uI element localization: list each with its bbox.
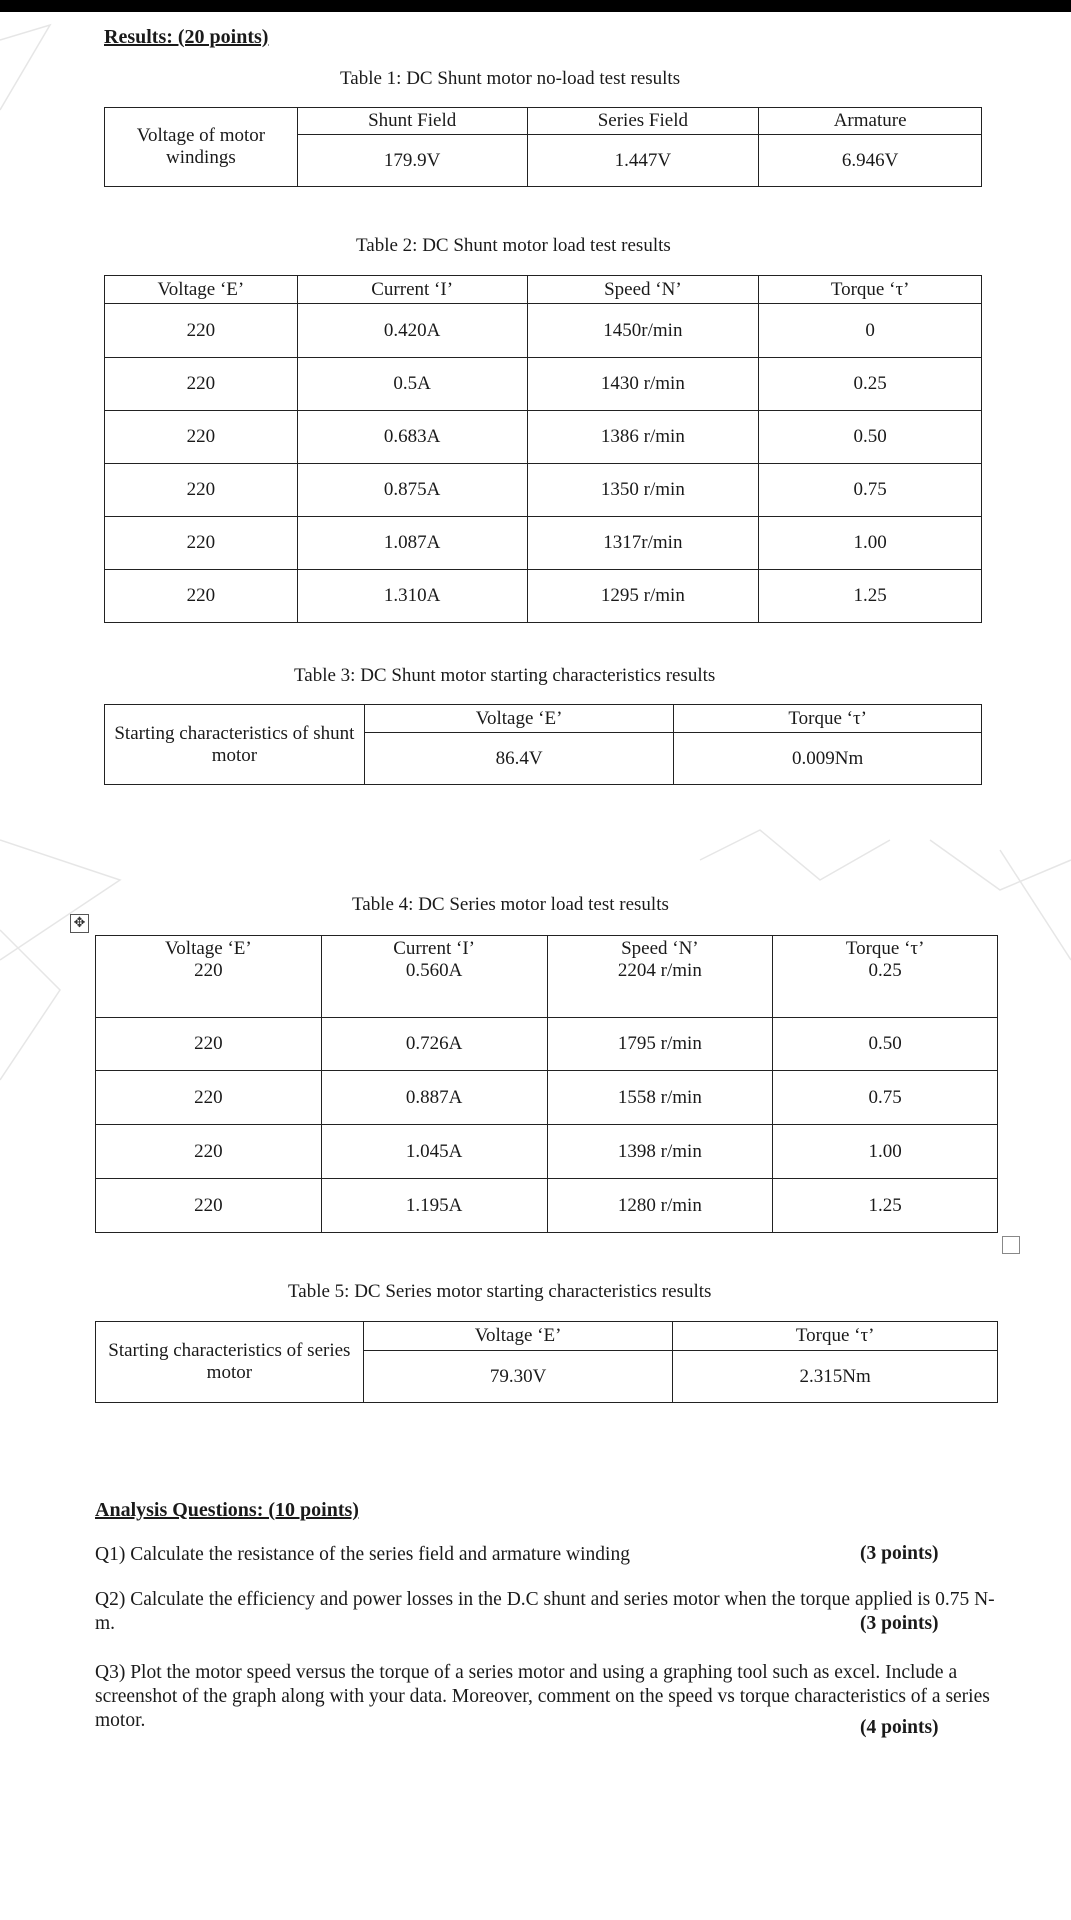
- table3-row-label: Starting characteristics of shunt motor: [105, 705, 365, 785]
- table4-header-cell: Torque ‘τ’: [845, 938, 925, 959]
- table-row: [105, 517, 982, 570]
- table-cell: 1317r/min: [527, 517, 759, 570]
- table-cell: 0.875A: [297, 464, 527, 517]
- table-cell: 1795 r/min: [547, 1018, 773, 1071]
- table-cell: 1295 r/min: [527, 570, 759, 623]
- table-cell: [96, 936, 322, 1018]
- table-row: [105, 358, 982, 411]
- table-row: [96, 1018, 998, 1071]
- table3-header-cell: Voltage ‘E’: [364, 705, 674, 733]
- question-3: Q3) Plot the motor speed versus the torque of a series motor and using a graphing tool such as excel. Include a screenshot of the graph along with your data. Moreover, comment on the speed vs torque characteristics of a series motor.: [95, 1662, 990, 1731]
- table-row: [105, 411, 982, 464]
- analysis-heading: Analysis Questions: (10 points): [95, 1499, 359, 1521]
- table-cell-value: 0.25: [868, 959, 902, 981]
- table-cell: 0.50: [759, 411, 982, 464]
- table-cell: 1.045A: [321, 1125, 547, 1179]
- table5: [95, 1321, 998, 1403]
- table2-header-cell: Voltage ‘E’: [105, 276, 298, 304]
- table1-row-label: Voltage of motor windings: [105, 108, 298, 187]
- table-cell: 0.25: [759, 358, 982, 411]
- table-cell: 220: [105, 304, 298, 358]
- table4-header-cell: Voltage ‘E’: [165, 938, 252, 959]
- table3: [104, 704, 982, 785]
- table-cell: 1.087A: [297, 517, 527, 570]
- table1-value-cell: 1.447V: [527, 135, 759, 187]
- table-cell: 220: [105, 411, 298, 464]
- table-resize-handle[interactable]: [1002, 1236, 1020, 1254]
- table-cell: 1.00: [773, 1125, 998, 1179]
- table-cell: 1450r/min: [527, 304, 759, 358]
- table4-caption: Table 4: DC Series motor load test results: [352, 894, 669, 915]
- table-cell: 1.310A: [297, 570, 527, 623]
- table-cell: [547, 936, 773, 1018]
- table4-header-cell: Current ‘I’: [393, 938, 476, 959]
- table-cell-value: 220: [194, 959, 223, 981]
- table1-value-cell: 179.9V: [297, 135, 527, 187]
- table-cell: 0.75: [773, 1071, 998, 1125]
- table-move-handle-icon[interactable]: ✥: [70, 914, 89, 933]
- table-row: [96, 1125, 998, 1179]
- table-cell: 0.50: [773, 1018, 998, 1071]
- table2-header-cell: Speed ‘N’: [527, 276, 759, 304]
- question-2: Q2) Calculate the efficiency and power losses in the D.C shunt and series motor when the torque applied is 0.75 N-m.: [95, 1589, 995, 1634]
- table-row: [105, 304, 982, 358]
- table1-value-cell: 6.946V: [759, 135, 982, 187]
- table-cell: 220: [105, 358, 298, 411]
- table3-value-cell: 0.009Nm: [674, 733, 982, 785]
- table5-value-cell: 2.315Nm: [673, 1351, 998, 1403]
- table1-header-cell: Series Field: [527, 108, 759, 135]
- table-cell: 1558 r/min: [547, 1071, 773, 1125]
- table-cell: 1.25: [759, 570, 982, 623]
- table5-value-cell: 79.30V: [363, 1351, 673, 1403]
- table-cell-value: 2204 r/min: [617, 959, 702, 981]
- table-cell: 1.25: [773, 1179, 998, 1233]
- table2-header-cell: Torque ‘τ’: [759, 276, 982, 304]
- table-cell: 0.683A: [297, 411, 527, 464]
- table-row: [105, 570, 982, 623]
- table2-header-cell: Current ‘I’: [297, 276, 527, 304]
- table-cell: 1398 r/min: [547, 1125, 773, 1179]
- table-cell: 220: [96, 1071, 322, 1125]
- table-cell: 0.420A: [297, 304, 527, 358]
- question-1: Q1) Calculate the resistance of the series field and armature winding: [95, 1544, 630, 1565]
- table5-header-cell: Voltage ‘E’: [363, 1322, 673, 1351]
- table-cell: [321, 936, 547, 1018]
- table-cell: 0.5A: [297, 358, 527, 411]
- question-1-points: (3 points): [860, 1543, 939, 1564]
- table3-value-cell: 86.4V: [364, 733, 674, 785]
- table1-caption: Table 1: DC Shunt motor no-load test results: [340, 68, 681, 89]
- table-cell: 220: [96, 1125, 322, 1179]
- table-cell: 220: [96, 1018, 322, 1071]
- table-row: [96, 1179, 998, 1233]
- table-cell: 220: [96, 1179, 322, 1233]
- table-cell: 1.195A: [321, 1179, 547, 1233]
- table-cell: [773, 936, 998, 1018]
- table1-header-cell: Shunt Field: [297, 108, 527, 135]
- table-cell: 0: [759, 304, 982, 358]
- table2-caption: Table 2: DC Shunt motor load test results: [356, 235, 671, 256]
- table-cell: 220: [105, 464, 298, 517]
- table3-caption: Table 3: DC Shunt motor starting characteristics results: [294, 665, 716, 686]
- table-cell: 220: [105, 517, 298, 570]
- table-cell: 1280 r/min: [547, 1179, 773, 1233]
- table-cell: 1.00: [759, 517, 982, 570]
- table3-header-cell: Torque ‘τ’: [674, 705, 982, 733]
- question-2-points: (3 points): [860, 1613, 939, 1634]
- table5-row-label: Starting characteristics of series motor: [96, 1322, 364, 1403]
- table5-header-cell: Torque ‘τ’: [673, 1322, 998, 1351]
- results-heading: Results: (20 points): [104, 26, 269, 48]
- table1: [104, 107, 982, 187]
- table4-header-cell: Speed ‘N’: [621, 938, 699, 959]
- table-cell-value: 0.560A: [405, 959, 463, 981]
- question-3-points: (4 points): [860, 1717, 939, 1738]
- top-edge-bar: [0, 0, 1071, 12]
- table5-caption: Table 5: DC Series motor starting characteristics results: [288, 1281, 712, 1302]
- table4: [95, 935, 998, 1233]
- table-cell: 0.887A: [321, 1071, 547, 1125]
- table-row: [96, 936, 998, 1018]
- table-cell: 220: [105, 570, 298, 623]
- table-cell: 1386 r/min: [527, 411, 759, 464]
- table-cell: 1350 r/min: [527, 464, 759, 517]
- table-row: [105, 464, 982, 517]
- table-cell: 0.726A: [321, 1018, 547, 1071]
- table-cell: 1430 r/min: [527, 358, 759, 411]
- table-row: [96, 1071, 998, 1125]
- table2: [104, 275, 982, 623]
- table-cell: 0.75: [759, 464, 982, 517]
- table1-header-cell: Armature: [759, 108, 982, 135]
